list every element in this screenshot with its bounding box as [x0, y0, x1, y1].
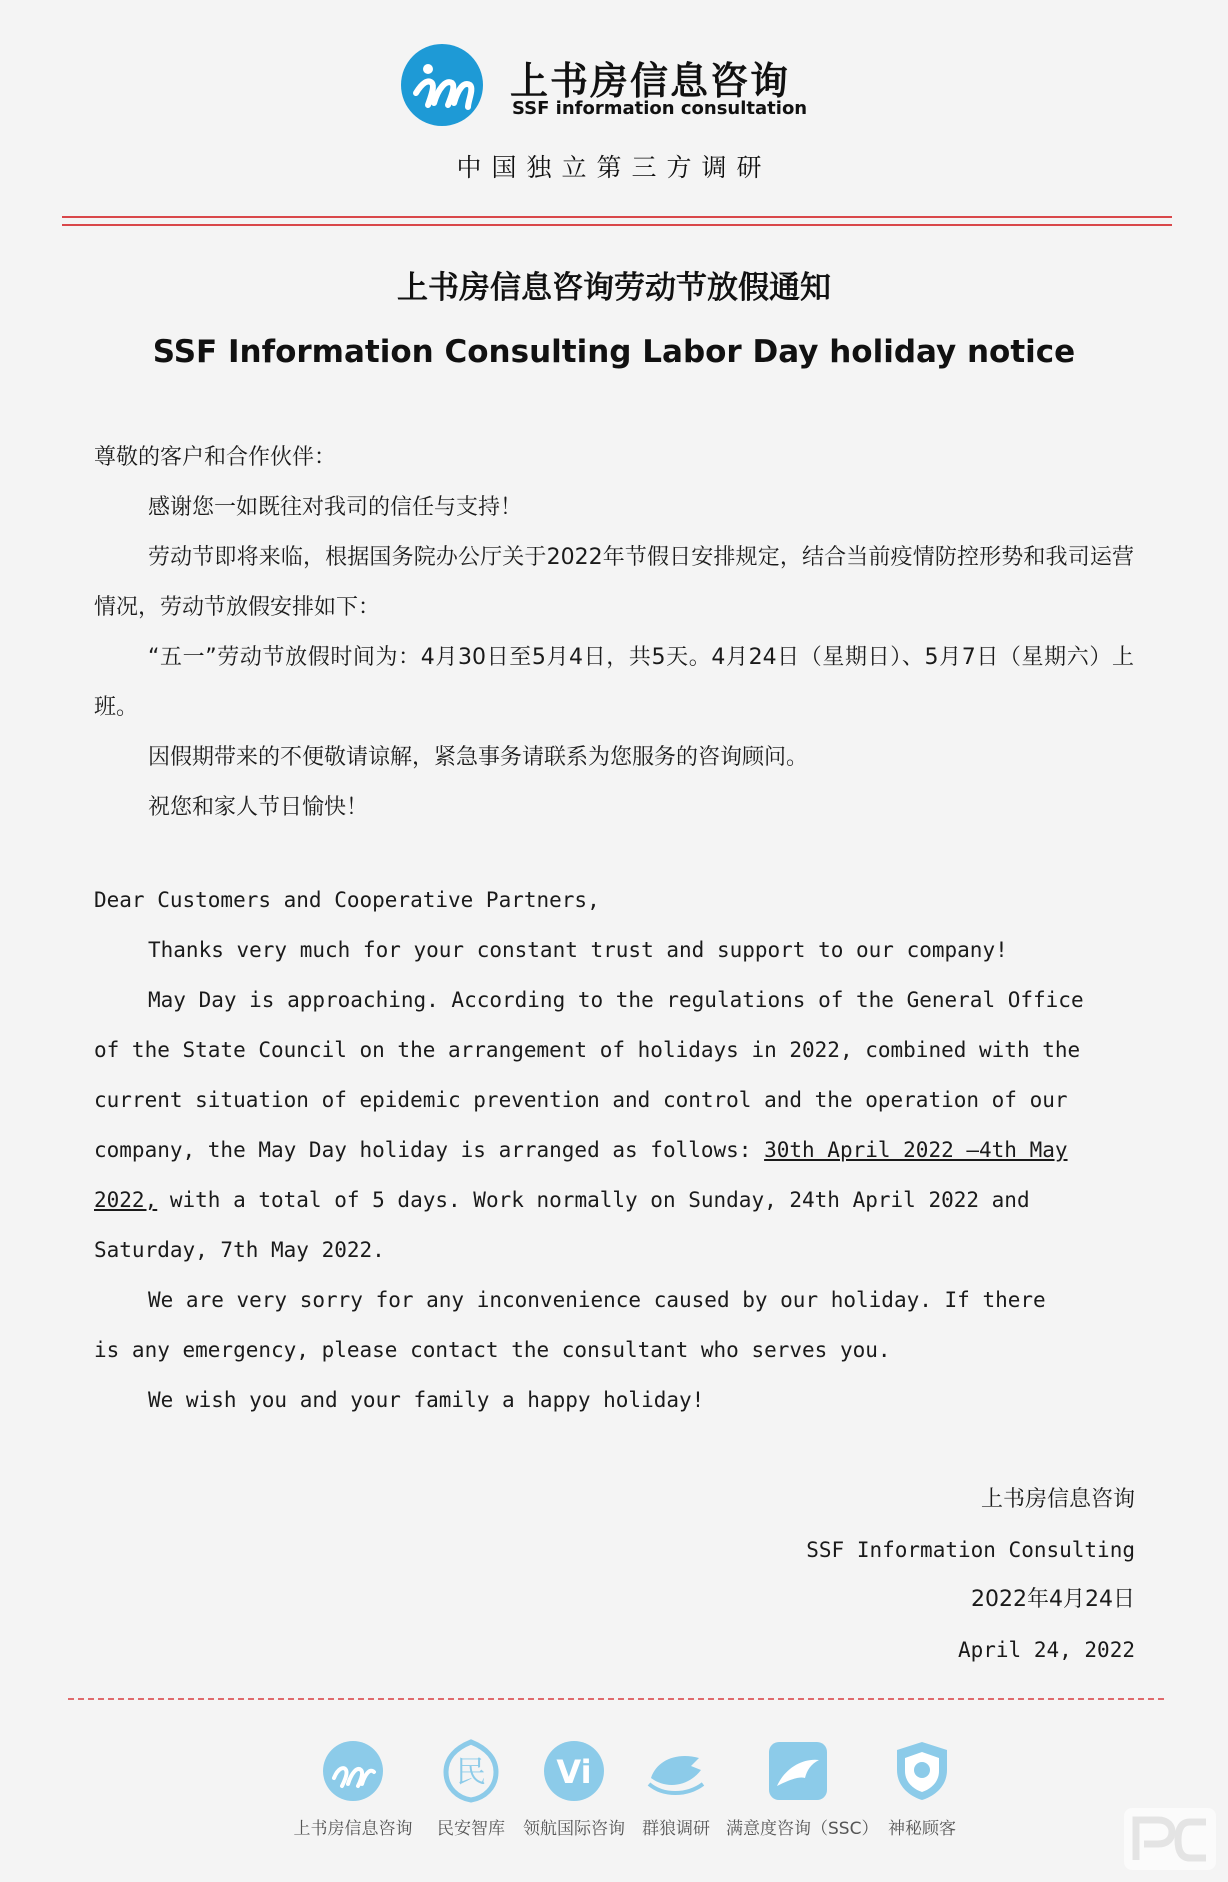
footer-brand-ssc	[726, 1738, 879, 1839]
watermark-icon	[1122, 1804, 1218, 1874]
paragraph-cn-1: 感谢您一如既往对我司的信任与支持！	[148, 495, 523, 520]
footer-brand-row	[290, 1738, 990, 1848]
brand-label: 上书房信息咨询	[293, 1819, 413, 1839]
paragraph-en-4: We wish you and your family a happy holiday!	[148, 1388, 705, 1412]
notice-title-cn: 上书房信息咨询劳动节放假通知	[397, 270, 831, 306]
brand-label: 领航国际咨询	[523, 1819, 625, 1839]
vi-icon	[541, 1738, 607, 1804]
paragraph-cn-2: 劳动节即将来临，根据国务院办公厅关于2022年节假日安排规定，结合当前疫情防控形势和我司运营情况，劳动节放假安排如下：	[94, 545, 1134, 620]
signature-date-en: April 24, 2022	[957, 1638, 1135, 1662]
brand-label: 群狼调研	[642, 1819, 710, 1839]
brand-name-cn: 上书房信息咨询	[510, 59, 791, 103]
greeting-cn: 尊敬的客户和合作伙伴：	[94, 445, 337, 470]
holiday-period-start: 30th April 2022 —4th May	[764, 1138, 1068, 1162]
greeting-en: Dear Customers and Cooperative Partners,	[94, 888, 600, 912]
arrangement-text: company, the May Day holiday is arranged as follows:	[94, 1138, 765, 1162]
footer-brand-wolf	[636, 1738, 716, 1839]
paragraph-en-2-line-5	[94, 1175, 1134, 1225]
svg-text:民: 民	[456, 1755, 486, 1790]
paragraph-en-2-line-2: of the State Council on the arrangement of holidays in 2022, combined with the	[94, 1038, 1081, 1062]
signature-en: SSF Information Consulting	[806, 1538, 1135, 1562]
brand-label: 民安智库	[437, 1819, 505, 1839]
signature-date-cn: 2022年4月24日	[971, 1587, 1135, 1612]
paragraph-en-3-line-2: is any emergency, please contact the consultant who serves you.	[94, 1338, 891, 1362]
ssf-icon	[320, 1738, 386, 1804]
holiday-period-end: 2022,	[94, 1188, 158, 1212]
paragraph-en-2-line-6: Saturday, 7th May 2022.	[94, 1238, 385, 1262]
shield-icon	[889, 1738, 955, 1804]
notice-body-cn	[94, 433, 1134, 833]
header-divider-top	[62, 216, 1172, 218]
header-divider-bottom	[62, 224, 1172, 226]
paragraph-en-2-line-3: current situation of epidemic prevention and control and the operation of our	[94, 1088, 1068, 1112]
brand-name-en: SSF information consultation	[512, 98, 808, 119]
wolf-icon	[643, 1738, 709, 1804]
paragraph-en-2-line-1: May Day is approaching. According to the regulations of the General Office	[148, 988, 1084, 1012]
footer-brand-minan	[426, 1738, 516, 1839]
brand-label: 神秘顾客	[888, 1819, 956, 1839]
paragraph-en-3-line-1: We are very sorry for any inconvenience caused by our holiday. If there	[148, 1288, 1046, 1312]
signature-cn: 上书房信息咨询	[980, 1487, 1135, 1512]
footer-brand-ssf	[288, 1738, 418, 1839]
paragraph-cn-3: “五一”劳动节放假时间为：4月30日至5月4日，共5天。4月24日（星期日）、5月7日（星期六）上班。	[94, 645, 1134, 720]
minan-icon	[438, 1738, 504, 1804]
tagline: 中国独立第三方调研	[456, 153, 772, 182]
signature-block	[635, 1475, 1135, 1675]
ssf-logo-icon	[398, 43, 486, 127]
brand-label: 满意度咨询（SSC）	[726, 1819, 879, 1839]
paragraph-cn-4: 因假期带来的不便敬请谅解，紧急事务请联系为您服务的咨询顾问。	[148, 745, 809, 770]
dolphin-icon	[765, 1738, 831, 1804]
notice-body-en	[94, 875, 1134, 1425]
footer-divider	[68, 1698, 1164, 1700]
svg-text:Vi: Vi	[556, 1753, 592, 1791]
paragraph-en-2-line-4	[94, 1125, 1134, 1175]
notice-title-en: SSF Information Consulting Labor Day holiday notice	[152, 334, 1076, 370]
paragraph-en-1: Thanks very much for your constant trust and support to our company!	[148, 938, 1008, 962]
footer-brand-mystery	[882, 1738, 962, 1839]
paragraph-cn-5: 祝您和家人节日愉快！	[148, 795, 369, 820]
footer-brand-vi	[518, 1738, 630, 1839]
total-days-text: with a total of 5 days. Work normally on Sunday, 24th April 2022 and	[157, 1188, 1030, 1212]
